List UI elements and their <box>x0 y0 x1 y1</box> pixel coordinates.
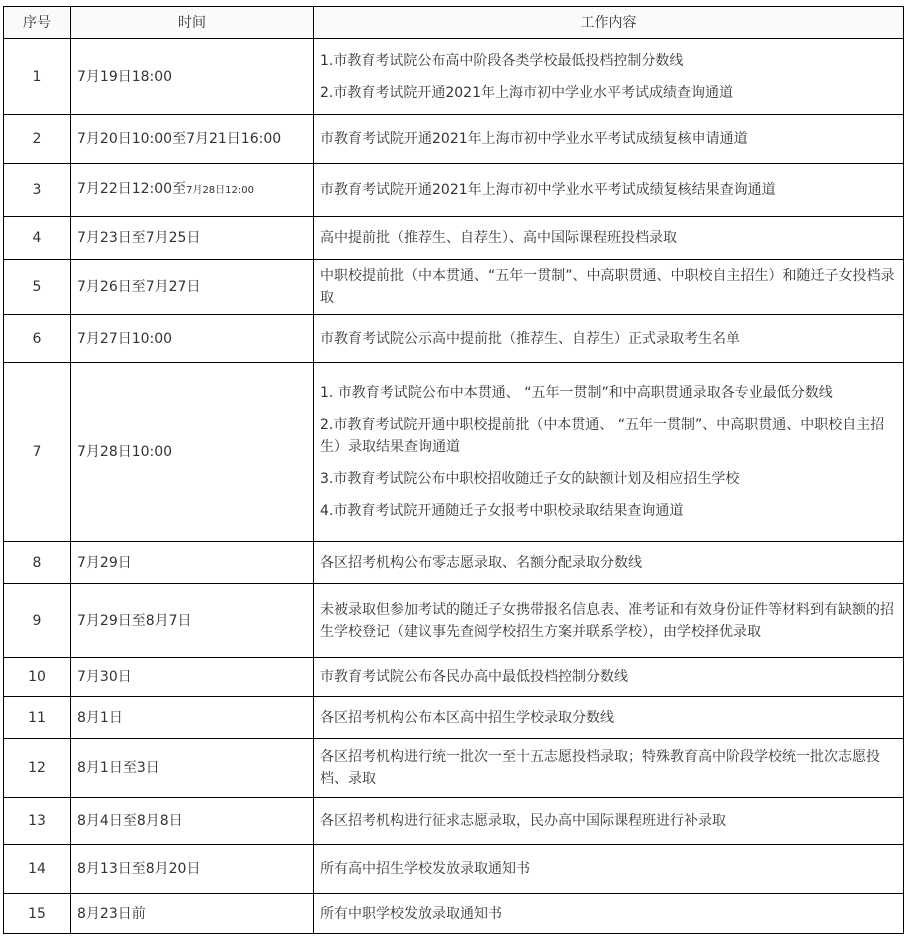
row-work <box>314 260 904 315</box>
row-number: 2 <box>4 115 71 164</box>
row-time-text: 7月27日10:00 <box>77 330 173 347</box>
table-row <box>4 894 904 934</box>
row-number: 6 <box>4 315 71 363</box>
row-time <box>71 164 314 217</box>
table-row <box>4 217 904 260</box>
row-work <box>314 217 904 260</box>
row-time-text: 7月29日 <box>77 554 132 571</box>
work-item: 中职校提前批（中本贯通、“五年一贯制”、中高职贯通、中职校自主招生）和随迁子女投档录取 <box>320 268 895 306</box>
row-work <box>314 164 904 217</box>
row-time-text: 7月20日10:00至7月21日16:00 <box>77 131 282 147</box>
row-work <box>314 894 904 934</box>
row-time-text: 7月26日至7月27日 <box>77 279 201 295</box>
work-item: 所有中职学校发放录取通知书 <box>320 905 502 922</box>
row-work <box>314 697 904 739</box>
row-time-text: 7月22日12:00至 <box>77 181 187 197</box>
row-number: 13 <box>4 798 71 845</box>
row-time <box>71 363 314 542</box>
row-work <box>314 584 904 658</box>
table-row <box>4 697 904 739</box>
row-time-text: 7月19日18:00 <box>77 68 173 85</box>
row-number: 4 <box>4 217 71 260</box>
table-row <box>4 260 904 315</box>
row-time-text: 7月30日 <box>77 669 132 685</box>
work-item: 各区招考机构公布本区高中招生学校录取分数线 <box>320 709 614 726</box>
work-item: 各区招考机构公布零志愿录取、名额分配录取分数线 <box>320 554 642 571</box>
work-item: 市教育考试院公示高中提前批（推荐生、自荐生）正式录取考生名单 <box>320 330 740 347</box>
row-time <box>71 315 314 363</box>
row-time <box>71 39 314 115</box>
row-time <box>71 584 314 658</box>
row-time <box>71 542 314 584</box>
work-item: 市教育考试院开通2021年上海市初中学业水平考试成绩复核结果查询通道 <box>320 182 776 198</box>
row-time <box>71 115 314 164</box>
header-num: 序号 <box>4 7 71 39</box>
row-number: 5 <box>4 260 71 315</box>
table-row <box>4 658 904 697</box>
row-work <box>314 315 904 363</box>
header-time: 时间 <box>71 7 314 39</box>
row-number: 12 <box>4 739 71 798</box>
header-work: 工作内容 <box>314 7 904 39</box>
work-item: 未被录取但参加考试的随迁子女携带报名信息表、准考证和有效身份证件等材料到有缺额的招生学校登记（建议事先查阅学校招生方案并联系学校），由学校择优录取 <box>320 601 894 640</box>
row-number: 9 <box>4 584 71 658</box>
table-row <box>4 315 904 363</box>
row-work <box>314 798 904 845</box>
work-item: 市教育考试院开通2021年上海市初中学业水平考试成绩复核申请通道 <box>320 131 748 147</box>
row-number: 3 <box>4 164 71 217</box>
row-number: 15 <box>4 894 71 934</box>
row-work <box>314 39 904 115</box>
row-work <box>314 845 904 894</box>
row-time-text: 7月28日10:00 <box>77 444 173 460</box>
table-row <box>4 39 904 115</box>
schedule-table <box>3 6 904 934</box>
table-row <box>4 584 904 658</box>
row-number: 8 <box>4 542 71 584</box>
work-item: 所有高中招生学校发放录取通知书 <box>320 861 530 877</box>
row-work <box>314 542 904 584</box>
row-time-text: 8月13日至8月20日 <box>77 861 201 877</box>
row-work <box>314 115 904 164</box>
work-item: 4.市教育考试院开通随迁子女报考中职校录取结果查询通道 <box>320 503 684 519</box>
row-work <box>314 658 904 697</box>
row-time <box>71 845 314 894</box>
row-number: 11 <box>4 697 71 739</box>
table-row <box>4 542 904 584</box>
table-row <box>4 115 904 164</box>
table-row <box>4 845 904 894</box>
row-work <box>314 739 904 798</box>
row-time <box>71 798 314 845</box>
row-time-text: 7月29日至8月7日 <box>77 612 192 629</box>
table-row <box>4 164 904 217</box>
row-number: 10 <box>4 658 71 697</box>
work-item: 1. 市教育考试院公布中本贯通、 “五年一贯制”和中高职贯通录取各专业最低分数线 <box>320 385 833 401</box>
row-time-text: 8月4日至8月8日 <box>77 813 183 829</box>
row-time-text: 8月1日至3日 <box>77 760 160 776</box>
row-time-small-text: 7月28日12:00 <box>186 185 254 196</box>
row-time-text: 7月23日至7月25日 <box>77 230 201 246</box>
work-item: 高中提前批（推荐生、自荐生）、高中国际课程班投档录取 <box>320 230 677 246</box>
row-time <box>71 739 314 798</box>
row-work <box>314 363 904 542</box>
work-item: 2.市教育考试院开通中职校提前批（中本贯通、 “五年一贯制”、中高职贯通、中职校自主招生）录取结果查询通道 <box>320 417 885 455</box>
table-row <box>4 363 904 542</box>
row-time <box>71 658 314 697</box>
row-number: 7 <box>4 363 71 542</box>
row-time-text: 8月23日前 <box>77 905 146 922</box>
row-time <box>71 697 314 739</box>
row-number: 14 <box>4 845 71 894</box>
header-row <box>4 7 904 39</box>
table-row <box>4 798 904 845</box>
row-time <box>71 894 314 934</box>
row-number: 1 <box>4 39 71 115</box>
work-item: 3.市教育考试院公布中职校招收随迁子女的缺额计划及相应招生学校 <box>320 471 740 487</box>
table-row <box>4 739 904 798</box>
row-time-text: 8月1日 <box>77 709 123 726</box>
work-item: 各区招考机构进行征求志愿录取，民办高中国际课程班进行补录取 <box>320 813 726 829</box>
row-time <box>71 260 314 315</box>
work-item: 市教育考试院公布各民办高中最低投档控制分数线 <box>320 669 628 685</box>
work-item: 2.市教育考试院开通2021年上海市初中学业水平考试成绩查询通道 <box>320 84 733 101</box>
row-time <box>71 217 314 260</box>
work-item: 各区招考机构进行统一批次一至十五志愿投档录取；特殊教育高中阶段学校统一批次志愿投档、录取 <box>320 749 880 787</box>
work-item: 1.市教育考试院公布高中阶段各类学校最低投档控制分数线 <box>320 52 684 69</box>
